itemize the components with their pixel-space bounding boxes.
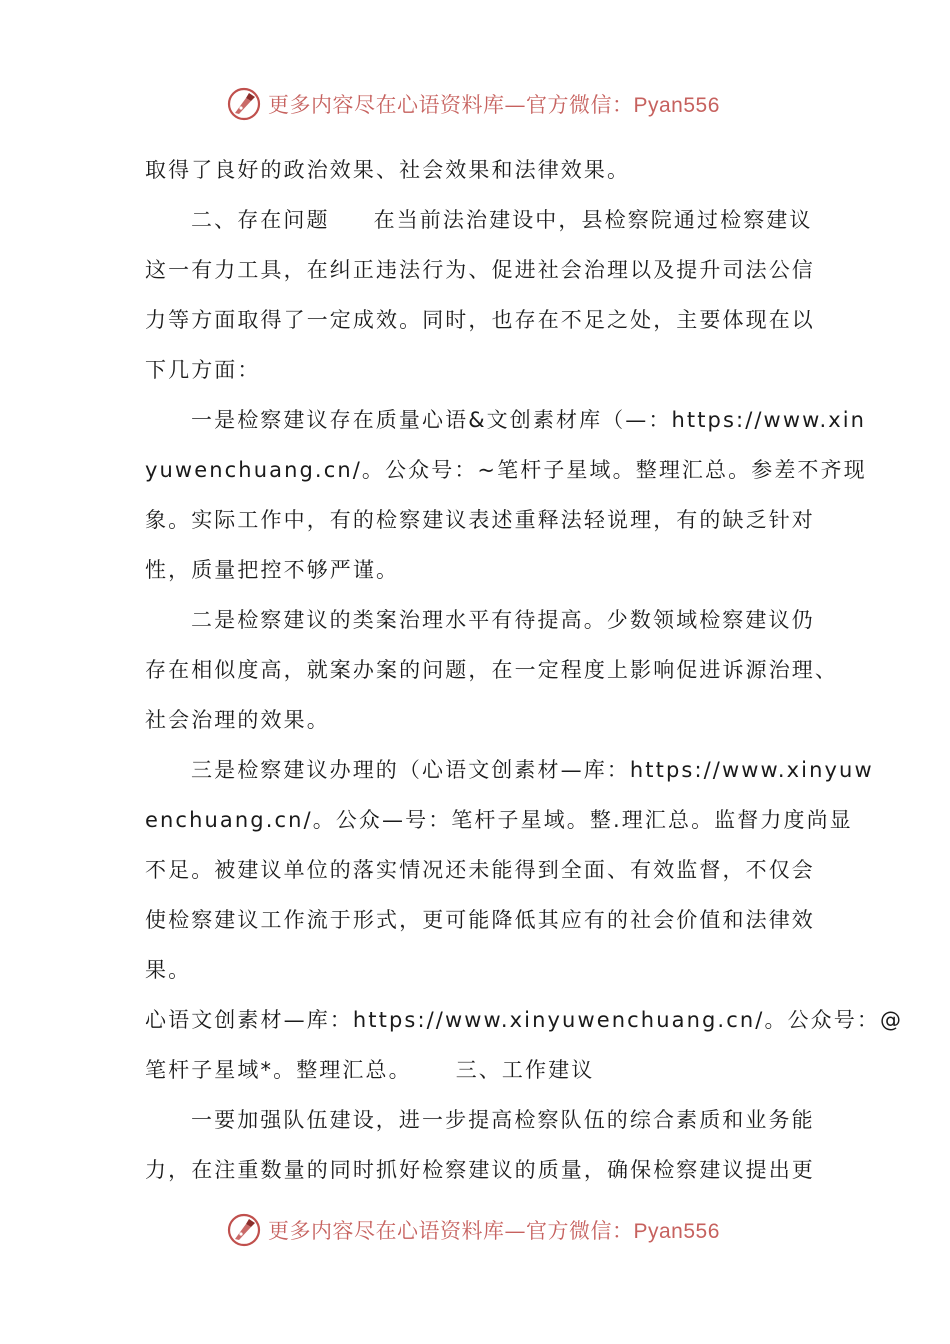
paragraph-line: 力，在注重数量的同时抓好检察建议的质量，确保检察建议提出更 (145, 1158, 815, 1182)
paragraph-line: 果。 (145, 958, 192, 982)
paragraph-line: 心语文创素材—库：https://www.xinyuwenchuang.cn/。公众号：@ (145, 1008, 904, 1032)
watermark-banner-bottom (226, 1210, 720, 1250)
section-heading: 三、工作建议 (455, 1058, 595, 1082)
watermark-text: 更多内容尽在心语资料库—官方微信：Pyan556 (268, 1219, 720, 1243)
paragraph-line: 使检察建议工作流于形式，更可能降低其应有的社会价值和法律效 (145, 908, 815, 932)
paragraph-line: 笔杆子星域*。整理汇总。 (145, 1058, 412, 1082)
paragraph-line: 不足。被建议单位的落实情况还未能得到全面、有效监督，不仅会 (145, 858, 815, 882)
paragraph-line: 在当前法治建设中，县检察院通过检察建议 (373, 208, 813, 232)
paragraph-line: 一要加强队伍建设，进一步提高检察队伍的综合素质和业务能 (191, 1108, 815, 1132)
watermark-text: 更多内容尽在心语资料库—官方微信：Pyan556 (268, 93, 720, 117)
paragraph-line: yuwenchuang.cn/。公众号：~笔杆子星域。整理汇总。参差不齐现 (145, 458, 867, 482)
section-heading: 二、存在问题 (191, 208, 330, 232)
paragraph-line: 二是检察建议的类案治理水平有待提高。少数领域检察建议仍 (191, 608, 815, 632)
paragraph-line: 这一有力工具，在纠正违法行为、促进社会治理以及提升司法公信 (145, 258, 815, 282)
paragraph-line: 下几方面： (145, 358, 261, 382)
paragraph-line: 三是检察建议办理的（心语文创素材—库：https://www.xinyuw (191, 758, 874, 782)
pen-nib-icon (226, 86, 262, 122)
section-heading-line (145, 195, 813, 245)
pen-nib-icon (226, 1212, 262, 1248)
document-body (145, 145, 904, 1195)
paragraph-line: 取得了良好的政治效果、社会效果和法律效果。 (145, 158, 631, 182)
paragraph-line: 性，质量把控不够严谨。 (145, 558, 400, 582)
watermark-banner-top (226, 84, 720, 124)
paragraph-line: 社会治理的效果。 (145, 708, 330, 732)
section-heading-line (145, 1045, 809, 1095)
paragraph-line: 存在相似度高，就案办案的问题，在一定程度上影响促进诉源治理、 (145, 658, 838, 682)
paragraph-line: 力等方面取得了一定成效。同时，也存在不足之处，主要体现在以 (145, 308, 815, 332)
paragraph-line: 一是检察建议存在质量心语&文创素材库（—：https://www.xin (191, 408, 867, 432)
paragraph-line: enchuang.cn/。公众—号：笔杆子星域。整.理汇总。监督力度尚显 (145, 808, 853, 832)
paragraph-line: 象。实际工作中，有的检察建议表述重释法轻说理，有的缺乏针对 (145, 508, 815, 532)
